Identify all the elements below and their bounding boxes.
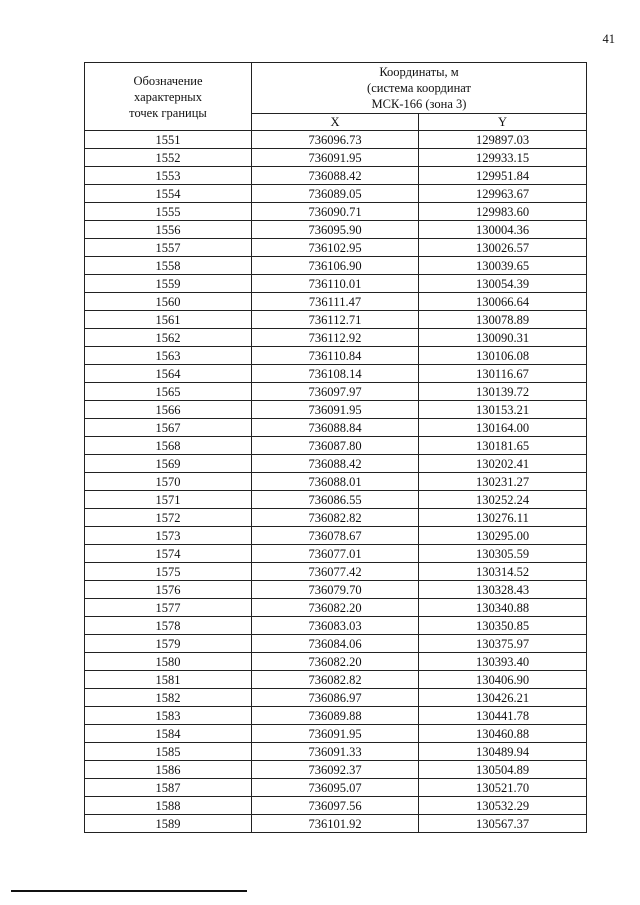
y-coordinate-cell: 130340.88: [419, 599, 587, 617]
coords-header-line-2: (система координат: [367, 81, 471, 95]
table-row: [85, 797, 587, 815]
x-coordinate-cell: 736088.42: [252, 167, 419, 185]
x-coordinate-cell: 736083.03: [252, 617, 419, 635]
x-coordinate-cell: 736082.20: [252, 653, 419, 671]
x-coordinate-cell: 736095.90: [252, 221, 419, 239]
y-coordinate-cell: 130039.65: [419, 257, 587, 275]
point-cell: 1565: [85, 383, 252, 401]
x-coordinate-cell: 736082.82: [252, 509, 419, 527]
table-row: [85, 599, 587, 617]
point-cell: 1568: [85, 437, 252, 455]
table-row: [85, 221, 587, 239]
x-coordinate-cell: 736112.92: [252, 329, 419, 347]
x-coordinate-cell: 736077.01: [252, 545, 419, 563]
page-number: 41: [602, 32, 615, 46]
x-coordinate-cell: 736111.47: [252, 293, 419, 311]
table-row: [85, 383, 587, 401]
table-row: [85, 203, 587, 221]
point-cell: 1563: [85, 347, 252, 365]
point-cell: 1564: [85, 365, 252, 383]
table-row: [85, 491, 587, 509]
x-coordinate-cell: 736086.55: [252, 491, 419, 509]
point-cell: 1574: [85, 545, 252, 563]
y-coordinate-cell: 130314.52: [419, 563, 587, 581]
x-coordinate-cell: 736089.88: [252, 707, 419, 725]
y-coordinate-cell: 130295.00: [419, 527, 587, 545]
table-row: [85, 131, 587, 149]
x-coordinate-cell: 736091.33: [252, 743, 419, 761]
x-coordinate-cell: 736091.95: [252, 725, 419, 743]
x-column-header: X: [252, 114, 419, 131]
point-header-line-2: характерных: [134, 89, 202, 104]
table-body: [85, 131, 587, 833]
table-row: [85, 419, 587, 437]
point-cell: 1581: [85, 671, 252, 689]
point-cell: 1552: [85, 149, 252, 167]
y-coordinate-cell: 130153.21: [419, 401, 587, 419]
y-coordinate-cell: 130164.00: [419, 419, 587, 437]
table-row: [85, 365, 587, 383]
table-row: [85, 257, 587, 275]
y-coordinate-cell: 130139.72: [419, 383, 587, 401]
point-cell: 1575: [85, 563, 252, 581]
table-row: [85, 473, 587, 491]
table-row: [85, 581, 587, 599]
table-row: [85, 743, 587, 761]
point-cell: 1585: [85, 743, 252, 761]
table-row: [85, 779, 587, 797]
table-row: [85, 275, 587, 293]
x-coordinate-cell: 736110.84: [252, 347, 419, 365]
point-cell: 1577: [85, 599, 252, 617]
table-row: [85, 509, 587, 527]
point-cell: 1571: [85, 491, 252, 509]
table-row: [85, 401, 587, 419]
point-cell: 1557: [85, 239, 252, 257]
y-coordinate-cell: 130441.78: [419, 707, 587, 725]
point-cell: 1587: [85, 779, 252, 797]
table-row: [85, 437, 587, 455]
point-cell: 1555: [85, 203, 252, 221]
table-row: [85, 815, 587, 833]
y-coordinate-cell: 129897.03: [419, 131, 587, 149]
table-row: [85, 167, 587, 185]
x-coordinate-cell: 736096.73: [252, 131, 419, 149]
y-coordinate-cell: 130375.97: [419, 635, 587, 653]
x-coordinate-cell: 736106.90: [252, 257, 419, 275]
x-coordinate-cell: 736084.06: [252, 635, 419, 653]
y-coordinate-cell: 130276.11: [419, 509, 587, 527]
x-coordinate-cell: 736108.14: [252, 365, 419, 383]
x-coordinate-cell: 736078.67: [252, 527, 419, 545]
y-coordinate-cell: 129951.84: [419, 167, 587, 185]
table-row: [85, 329, 587, 347]
y-coordinate-cell: 130202.41: [419, 455, 587, 473]
y-coordinate-cell: 130181.65: [419, 437, 587, 455]
x-coordinate-cell: 736086.97: [252, 689, 419, 707]
y-coordinate-cell: 130521.70: [419, 779, 587, 797]
table-row: [85, 671, 587, 689]
point-cell: 1570: [85, 473, 252, 491]
table-header: [85, 63, 587, 131]
y-coordinate-cell: 130252.24: [419, 491, 587, 509]
point-cell: 1576: [85, 581, 252, 599]
x-coordinate-cell: 736097.56: [252, 797, 419, 815]
x-coordinate-cell: 736079.70: [252, 581, 419, 599]
x-coordinate-cell: 736089.05: [252, 185, 419, 203]
table-row: [85, 527, 587, 545]
y-coordinate-cell: 130054.39: [419, 275, 587, 293]
y-coordinate-cell: 130066.64: [419, 293, 587, 311]
table-row: [85, 563, 587, 581]
table-row: [85, 239, 587, 257]
x-coordinate-cell: 736087.80: [252, 437, 419, 455]
table-row: [85, 725, 587, 743]
x-coordinate-cell: 736097.97: [252, 383, 419, 401]
x-coordinate-cell: 736095.07: [252, 779, 419, 797]
table-row: [85, 707, 587, 725]
point-designation-header: [85, 63, 252, 131]
y-coordinate-cell: 130350.85: [419, 617, 587, 635]
point-cell: 1584: [85, 725, 252, 743]
x-coordinate-cell: 736110.01: [252, 275, 419, 293]
x-coordinate-cell: 736112.71: [252, 311, 419, 329]
x-coordinate-cell: 736082.82: [252, 671, 419, 689]
y-coordinate-cell: 130004.36: [419, 221, 587, 239]
y-coordinate-cell: 130078.89: [419, 311, 587, 329]
point-cell: 1554: [85, 185, 252, 203]
table-row: [85, 149, 587, 167]
point-cell: 1569: [85, 455, 252, 473]
point-cell: 1562: [85, 329, 252, 347]
x-coordinate-cell: 736091.95: [252, 149, 419, 167]
table-row: [85, 311, 587, 329]
y-coordinate-cell: 130460.88: [419, 725, 587, 743]
x-coordinate-cell: 736091.95: [252, 401, 419, 419]
x-coordinate-cell: 736090.71: [252, 203, 419, 221]
table-row: [85, 347, 587, 365]
x-coordinate-cell: 736082.20: [252, 599, 419, 617]
y-coordinate-cell: 130406.90: [419, 671, 587, 689]
point-header-line-1: Обозначение: [133, 73, 203, 88]
coordinates-table: [84, 62, 587, 833]
y-coordinate-cell: 130305.59: [419, 545, 587, 563]
y-coordinate-cell: 129963.67: [419, 185, 587, 203]
y-coordinate-cell: 130426.21: [419, 689, 587, 707]
coords-header-line-1: Координаты, м: [379, 65, 459, 79]
coordinates-header: [252, 63, 587, 114]
y-coordinate-cell: 130489.94: [419, 743, 587, 761]
point-cell: 1572: [85, 509, 252, 527]
table-row: [85, 293, 587, 311]
y-coordinate-cell: 130116.67: [419, 365, 587, 383]
y-coordinate-cell: 130393.40: [419, 653, 587, 671]
x-coordinate-cell: 736077.42: [252, 563, 419, 581]
y-coordinate-cell: 130090.31: [419, 329, 587, 347]
point-cell: 1580: [85, 653, 252, 671]
point-cell: 1553: [85, 167, 252, 185]
table-row: [85, 455, 587, 473]
point-cell: 1551: [85, 131, 252, 149]
y-coordinate-cell: 130504.89: [419, 761, 587, 779]
table-row: [85, 545, 587, 563]
y-coordinate-cell: 130532.29: [419, 797, 587, 815]
point-cell: 1579: [85, 635, 252, 653]
point-cell: 1588: [85, 797, 252, 815]
point-cell: 1573: [85, 527, 252, 545]
point-cell: 1559: [85, 275, 252, 293]
point-cell: 1560: [85, 293, 252, 311]
table-row: [85, 635, 587, 653]
table-row: [85, 761, 587, 779]
table-row: [85, 617, 587, 635]
x-coordinate-cell: 736092.37: [252, 761, 419, 779]
point-cell: 1583: [85, 707, 252, 725]
point-cell: 1578: [85, 617, 252, 635]
x-coordinate-cell: 736088.84: [252, 419, 419, 437]
y-coordinate-cell: 130328.43: [419, 581, 587, 599]
footer-divider: [11, 890, 247, 892]
table-row: [85, 185, 587, 203]
point-cell: 1589: [85, 815, 252, 833]
table-row: [85, 653, 587, 671]
y-coordinate-cell: 130026.57: [419, 239, 587, 257]
point-cell: 1566: [85, 401, 252, 419]
coords-header-line-3: МСК-166 (зона 3): [371, 97, 467, 111]
point-header-line-3: точек границы: [129, 105, 207, 120]
x-coordinate-cell: 736088.42: [252, 455, 419, 473]
point-cell: 1558: [85, 257, 252, 275]
y-coordinate-cell: 129933.15: [419, 149, 587, 167]
point-cell: 1561: [85, 311, 252, 329]
x-coordinate-cell: 736102.95: [252, 239, 419, 257]
y-coordinate-cell: 130231.27: [419, 473, 587, 491]
x-coordinate-cell: 736088.01: [252, 473, 419, 491]
point-cell: 1586: [85, 761, 252, 779]
y-column-header: Y: [419, 114, 587, 131]
y-coordinate-cell: 130567.37: [419, 815, 587, 833]
point-cell: 1582: [85, 689, 252, 707]
point-cell: 1556: [85, 221, 252, 239]
table-row: [85, 689, 587, 707]
point-cell: 1567: [85, 419, 252, 437]
y-coordinate-cell: 129983.60: [419, 203, 587, 221]
y-coordinate-cell: 130106.08: [419, 347, 587, 365]
x-coordinate-cell: 736101.92: [252, 815, 419, 833]
